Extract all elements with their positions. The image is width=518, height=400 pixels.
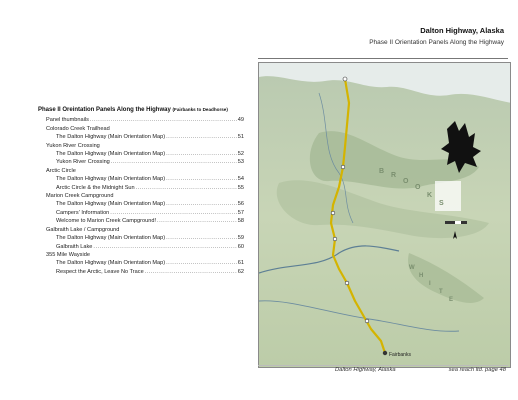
toc-entry bbox=[38, 158, 244, 166]
toc-leader-dots bbox=[157, 217, 237, 225]
toc-entry bbox=[38, 150, 244, 158]
toc-page-number: 60 bbox=[237, 243, 244, 250]
toc-entry-label: Panel thumbnails bbox=[46, 117, 89, 124]
range-letter: B bbox=[379, 168, 387, 175]
range-letter: R bbox=[391, 172, 399, 179]
toc-page-number: 52 bbox=[237, 151, 244, 158]
toc-page-number: 58 bbox=[237, 218, 244, 225]
fairbanks-label: Fairbanks bbox=[389, 352, 411, 358]
toc-entry bbox=[38, 217, 244, 225]
toc-entry-label: The Dalton Highway (Main Orientation Map) bbox=[56, 260, 166, 267]
toc-page-number: 53 bbox=[237, 159, 244, 166]
toc-page-number: 61 bbox=[237, 260, 244, 267]
toc-entry-label: Campers' Information bbox=[56, 209, 110, 216]
toc-entry-label: Yukon River Crossing bbox=[46, 142, 100, 149]
toc-leader-dots bbox=[166, 150, 237, 158]
toc-leader-dots bbox=[110, 209, 236, 217]
toc-entry bbox=[38, 268, 244, 276]
deadhorse-marker bbox=[343, 77, 347, 81]
toc-entry bbox=[38, 175, 244, 183]
footer-divider bbox=[258, 365, 508, 366]
toc-section bbox=[38, 192, 244, 200]
toc-entry bbox=[38, 200, 244, 208]
toc-heading bbox=[38, 106, 244, 114]
range-letter: O bbox=[415, 184, 423, 191]
toc-entry-label: Galbraith Lake bbox=[56, 243, 93, 250]
toc-entry bbox=[38, 209, 244, 217]
toc-heading-title: Phase II Oreintation Panels Along the Highway bbox=[38, 107, 171, 113]
toc-leader-dots bbox=[93, 243, 236, 251]
toc-page-number: 62 bbox=[237, 268, 244, 275]
toc-section bbox=[38, 116, 244, 124]
toc-entry-label: Arctic Circle & the Midnight Sun bbox=[56, 184, 135, 191]
range-letter: S bbox=[439, 200, 446, 207]
toc-leader-dots bbox=[111, 158, 237, 166]
toc-entry-label: The Dalton Highway (Main Orientation Map) bbox=[56, 151, 166, 158]
toc-page-number: 49 bbox=[237, 117, 244, 124]
toc-entry-label: The Dalton Highway (Main Orientation Map) bbox=[56, 176, 166, 183]
toc-page-number: 57 bbox=[237, 209, 244, 216]
footer-page-number: sea reach ltd. page 48 bbox=[448, 367, 506, 373]
toc-page-number: 59 bbox=[237, 235, 244, 242]
range-letter: W bbox=[409, 265, 415, 271]
table-of-contents bbox=[38, 106, 244, 276]
toc-page-number: 55 bbox=[237, 184, 244, 191]
toc-leader-dots bbox=[136, 184, 237, 192]
toc-entry bbox=[38, 184, 244, 192]
toc-section bbox=[38, 125, 244, 133]
page-header bbox=[369, 26, 504, 46]
toc-entry-label: 355 Mile Wayside bbox=[46, 251, 90, 258]
toc-list bbox=[38, 116, 244, 276]
toc-leader-dots bbox=[166, 200, 237, 208]
toc-entry bbox=[38, 234, 244, 242]
toc-entry bbox=[38, 133, 244, 141]
range-letter: I bbox=[429, 281, 431, 287]
toc-entry-label: The Dalton Highway (Main Orientation Map) bbox=[56, 201, 166, 208]
dalton-highway-map bbox=[258, 62, 511, 368]
colorado-creek-marker bbox=[365, 319, 369, 323]
galbraith-marker bbox=[341, 165, 345, 169]
toc-leader-dots bbox=[90, 116, 237, 124]
toc-page-number: 54 bbox=[237, 176, 244, 183]
range-letter: E bbox=[449, 297, 454, 303]
range-letter: O bbox=[403, 178, 411, 185]
toc-entry-label: Arctic Circle bbox=[46, 167, 76, 174]
toc-entry-label: Welcome to Marion Creek Campground! bbox=[56, 218, 157, 225]
toc-leader-dots bbox=[166, 259, 237, 267]
toc-entry-label: Galbraith Lake / Campground bbox=[46, 226, 120, 233]
toc-section bbox=[38, 251, 244, 259]
toc-entry-label: The Dalton Highway (Main Orientation Map) bbox=[56, 134, 166, 141]
toc-leader-dots bbox=[145, 268, 237, 276]
toc-heading-subtitle: (Fairbanks to Deadhorse) bbox=[172, 107, 228, 112]
toc-section bbox=[38, 167, 244, 175]
toc-entry-label: Colorado Creek Trailhead bbox=[46, 125, 110, 132]
page-title: Dalton Highway, Alaska bbox=[420, 26, 504, 35]
toc-leader-dots bbox=[166, 133, 237, 141]
toc-entry-label: Marion Creek Campground bbox=[46, 193, 114, 200]
range-letter: K bbox=[427, 192, 435, 199]
arctic-circle-marker bbox=[333, 237, 337, 241]
marion-creek-marker bbox=[331, 211, 335, 215]
header-divider bbox=[258, 58, 508, 59]
range-letter: T bbox=[439, 289, 443, 295]
toc-entry-label: Yukon River Crossing bbox=[56, 159, 110, 166]
fairbanks-marker bbox=[383, 351, 387, 355]
toc-leader-dots bbox=[166, 234, 237, 242]
toc-entry-label: Respect the Arctic, Leave No Trace bbox=[56, 268, 144, 275]
yukon-crossing-marker bbox=[345, 281, 349, 285]
page-subtitle: Phase II Orientation Panels Along the Highway bbox=[369, 39, 504, 46]
toc-entry-label: The Dalton Highway (Main Orientation Map) bbox=[56, 235, 166, 242]
range-letter: H bbox=[419, 273, 424, 279]
toc-section bbox=[38, 142, 244, 150]
scale-bar-segment bbox=[455, 221, 461, 224]
toc-entry bbox=[38, 243, 244, 251]
map-graphic bbox=[259, 63, 511, 368]
footer-document-title: Dalton Highway, Alaska bbox=[335, 367, 396, 373]
toc-page-number: 51 bbox=[237, 134, 244, 141]
toc-entry bbox=[38, 259, 244, 267]
toc-section bbox=[38, 226, 244, 234]
toc-page-number: 56 bbox=[237, 201, 244, 208]
toc-leader-dots bbox=[166, 175, 237, 183]
